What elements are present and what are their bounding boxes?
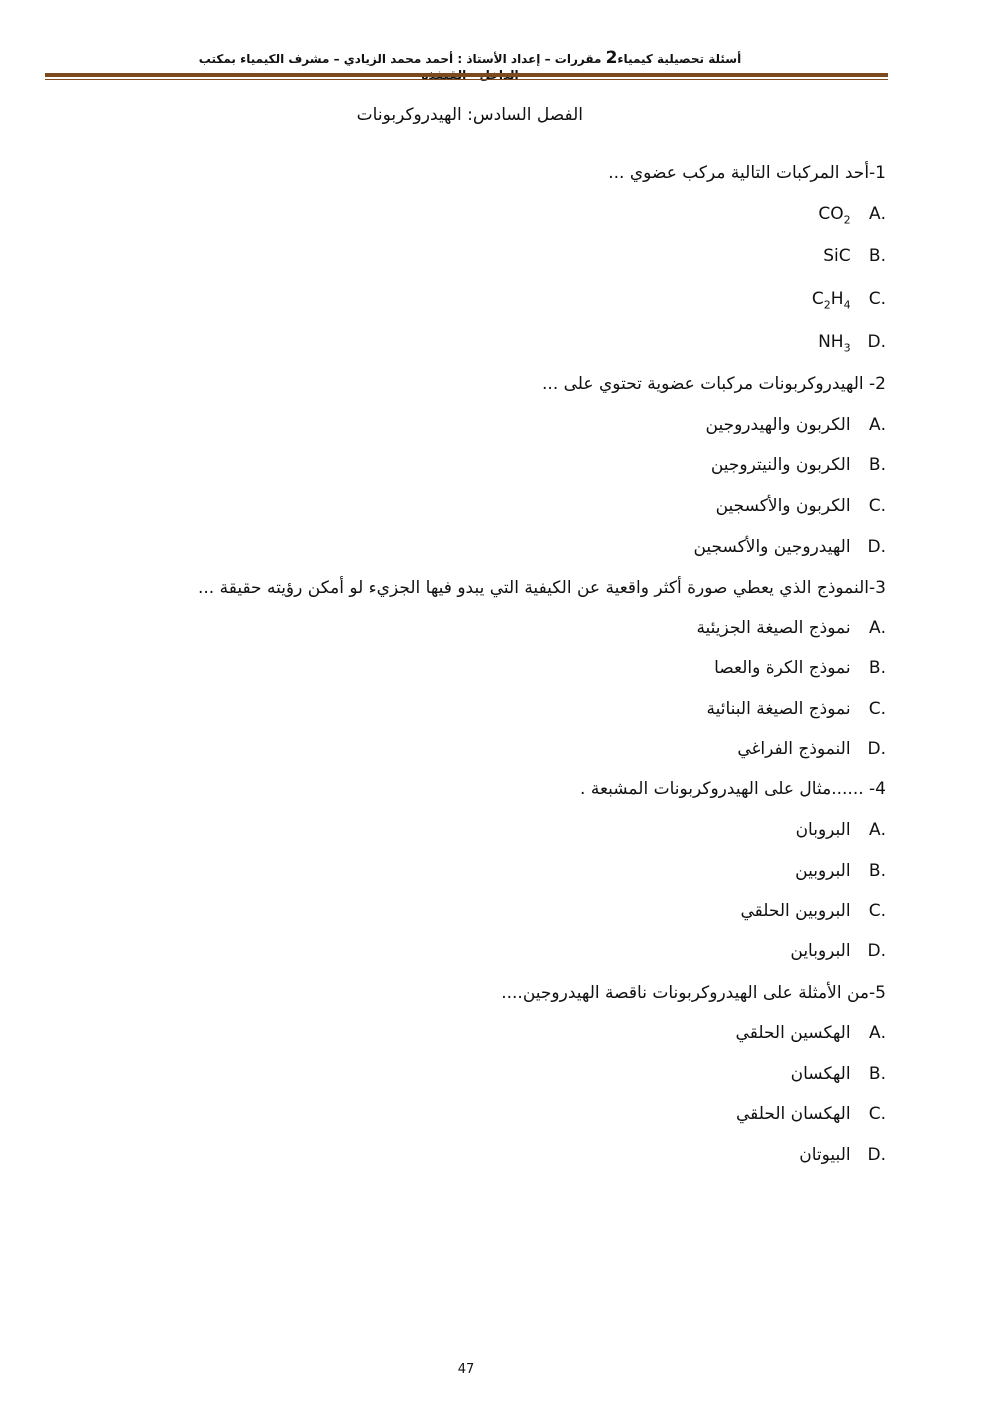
- chapter-title: الفصل السادس: الهيدروكربونات: [356, 105, 583, 125]
- option-letter: .B: [868, 658, 886, 678]
- question-4-option-b[interactable]: [795, 859, 886, 883]
- option-text: الهيدروجين والأكسجين: [693, 537, 851, 557]
- option-letter: .C: [868, 289, 886, 309]
- option-text: الكربون والنيتروجين: [710, 455, 851, 475]
- option-letter: .C: [868, 699, 886, 719]
- option-text: البروبين: [795, 861, 851, 881]
- option-text: نموذج الكرة والعصا: [714, 658, 851, 678]
- question-4-option-d[interactable]: [790, 939, 886, 963]
- option-text: نموذج الصيغة البنائية: [706, 699, 851, 719]
- question-2-option-a[interactable]: [706, 413, 886, 437]
- question-2-option-d[interactable]: [693, 535, 886, 559]
- option-text: الهكسان: [790, 1064, 851, 1084]
- option-letter: .A: [868, 415, 886, 435]
- option-letter: .B: [868, 1064, 886, 1084]
- formula-co2: $CO_2$: [818, 204, 851, 227]
- question-4-option-a[interactable]: [796, 818, 886, 842]
- formula-sic: SiC: [823, 246, 851, 266]
- question-1-stem: 1-أحد المركبات التالية مركب عضوي ...: [608, 163, 886, 183]
- question-3-stem: 3-النموذج الذي يعطي صورة أكثر واقعية عن الكيفية التي يبدو فيها الجزيء لو أمكن رؤيته حقيقة ...: [197, 578, 886, 598]
- question-5-option-b[interactable]: [791, 1062, 886, 1086]
- formula-c2h4: $C_2H_4$: [811, 289, 851, 312]
- question-2-stem: 2- الهيدروكربونات مركبات عضوية تحتوي على ...: [542, 374, 886, 394]
- option-letter: .A: [868, 618, 886, 638]
- question-1-option-b[interactable]: [823, 244, 886, 268]
- option-text: الكربون والأكسجين: [715, 496, 851, 516]
- question-5-option-a[interactable]: [736, 1021, 886, 1045]
- option-letter: .B: [868, 861, 886, 881]
- option-letter: .B: [868, 246, 886, 266]
- question-5-option-c[interactable]: [736, 1102, 886, 1126]
- question-2-option-b[interactable]: [711, 453, 886, 477]
- question-3-option-a[interactable]: [696, 616, 886, 640]
- option-text: البروبين الحلقي: [740, 901, 851, 921]
- option-letter: .A: [868, 204, 886, 224]
- question-4-option-c[interactable]: [740, 899, 886, 923]
- question-3-option-b[interactable]: [714, 656, 886, 680]
- question-5-stem: 5-من الأمثلة على الهيدروكربونات ناقصة الهيدروجين....: [501, 983, 886, 1003]
- option-letter: .D: [867, 941, 886, 961]
- option-text: الكربون والهيدروجين: [705, 415, 851, 435]
- option-letter: .D: [867, 739, 886, 759]
- option-text: نموذج الصيغة الجزيئية: [696, 618, 851, 638]
- option-letter: .A: [868, 820, 886, 840]
- question-4-stem: 4- ......مثال على الهيدروكربونات المشبعة .: [580, 779, 886, 799]
- page-number: 47: [457, 1362, 475, 1377]
- header-number: 2: [605, 48, 618, 68]
- question-5-option-d[interactable]: [799, 1143, 886, 1167]
- option-text: النموذج الفراغي: [737, 739, 851, 759]
- formula-nh3: $NH_3$: [818, 332, 851, 355]
- option-letter: .C: [868, 1104, 886, 1124]
- question-1-option-a[interactable]: [818, 202, 886, 226]
- option-letter: .B: [868, 455, 886, 475]
- option-text: البروبان: [795, 820, 851, 840]
- option-text: البروباين: [790, 941, 851, 961]
- option-letter: .A: [868, 1023, 886, 1043]
- header-rule-thick: [45, 73, 888, 77]
- option-text: البيوتان: [799, 1145, 851, 1165]
- question-3-option-c[interactable]: [706, 697, 886, 721]
- question-3-option-d[interactable]: [737, 737, 886, 761]
- option-text: الهكسان الحلقي: [735, 1104, 851, 1124]
- option-text: الهكسين الحلقي: [735, 1023, 851, 1043]
- header-rule-thin: [45, 79, 888, 80]
- option-letter: .C: [868, 901, 886, 921]
- option-letter: .D: [867, 332, 886, 352]
- option-letter: .C: [868, 496, 886, 516]
- header-text-2: مقررات – إعداد الأستاذ : أحمد محمد الزيادي – مشرف الكيمياء بمكتب: [198, 52, 602, 66]
- question-2-option-c[interactable]: [716, 494, 886, 518]
- question-1-option-c[interactable]: [812, 287, 886, 311]
- question-1-option-d[interactable]: [818, 330, 886, 354]
- option-letter: .D: [867, 537, 886, 557]
- option-letter: .D: [867, 1145, 886, 1165]
- header-text-1: أسئلة تحصيلية كيمياء: [617, 52, 742, 66]
